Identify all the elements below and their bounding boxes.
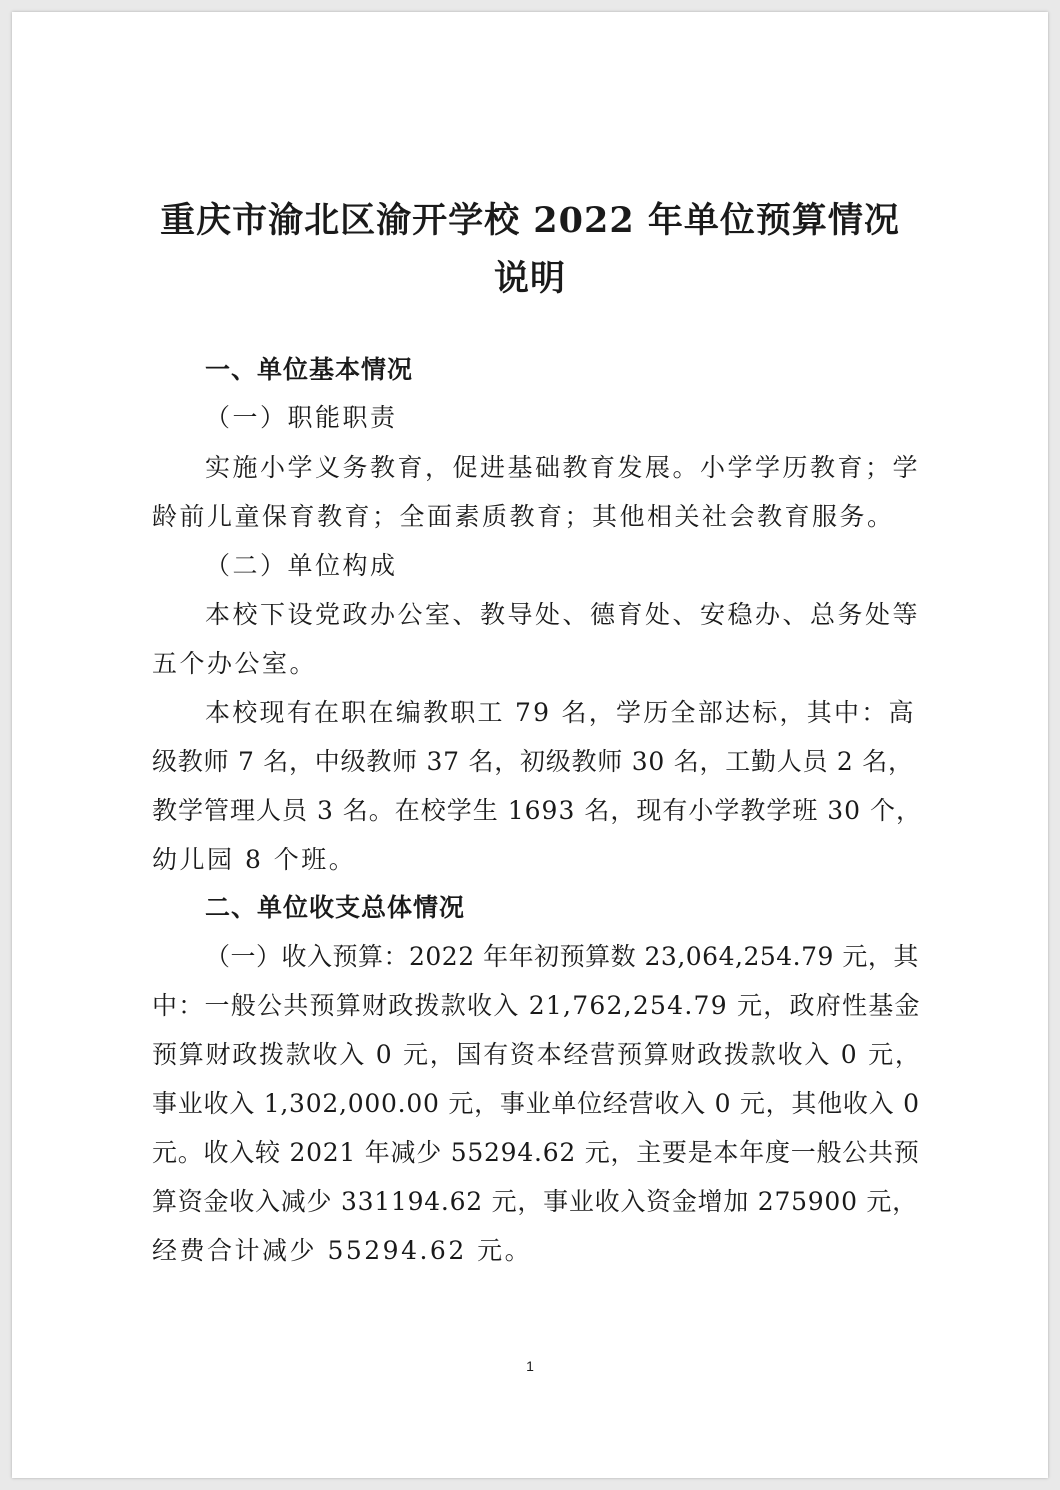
- subsection-heading: （一）职能职责: [205, 403, 398, 432]
- paragraph-line: 幼儿园 8 个班。: [152, 845, 357, 874]
- paragraph-line: 预算财政拨款收入 0 元，国有资本经营预算财政拨款收入 0 元，: [152, 1040, 922, 1069]
- paragraph-line: 五个办公室。: [152, 649, 318, 678]
- page-number: 1: [526, 1358, 534, 1374]
- paragraph-line: 经费合计减少 55294.62 元。: [152, 1236, 533, 1265]
- paragraph-line: 教学管理人员 3 名。在校学生 1693 名，现有小学教学班 30 个，: [152, 796, 923, 825]
- title-line-1: 重庆市渝北区渝开学校 2022 年单位预算情况: [160, 200, 900, 241]
- paragraph-line: 算资金收入减少 331194.62 元，事业收入资金增加 275900 元，: [152, 1187, 918, 1216]
- section-heading-1: 一、单位基本情况: [205, 355, 414, 384]
- paragraph-line: 龄前儿童保育教育；全面素质教育；其他相关社会教育服务。: [152, 502, 895, 531]
- paragraph-line: 实施小学义务教育，促进基础教育发展。小学学历教育；学: [205, 453, 921, 482]
- subsection-heading: （二）单位构成: [205, 551, 398, 580]
- paragraph-line: 事业收入 1,302,000.00 元，事业单位经营收入 0 元，其他收入 0: [152, 1089, 920, 1118]
- paragraph-line: 级教师 7 名，中级教师 37 名，初级教师 30 名，工勤人员 2 名，: [152, 747, 914, 776]
- document-title: [0, 192, 1060, 308]
- paragraph-line: 中：一般公共预算财政拨款收入 21,762,254.79 元，政府性基金: [152, 991, 921, 1020]
- paragraph-line: 本校下设党政办公室、教导处、德育处、安稳办、总务处等: [205, 600, 921, 629]
- paragraph-line: （一）收入预算：2022 年年初预算数 23,064,254.79 元，其: [205, 942, 919, 971]
- title-line-2: 说明: [493, 258, 566, 299]
- paragraph-line: 元。收入较 2021 年减少 55294.62 元，主要是本年度一般公共预: [152, 1138, 920, 1167]
- section-heading-2: 二、单位收支总体情况: [205, 893, 466, 922]
- paragraph-line: 本校现有在职在编教职工 79 名，学历全部达标，其中：高: [205, 698, 916, 727]
